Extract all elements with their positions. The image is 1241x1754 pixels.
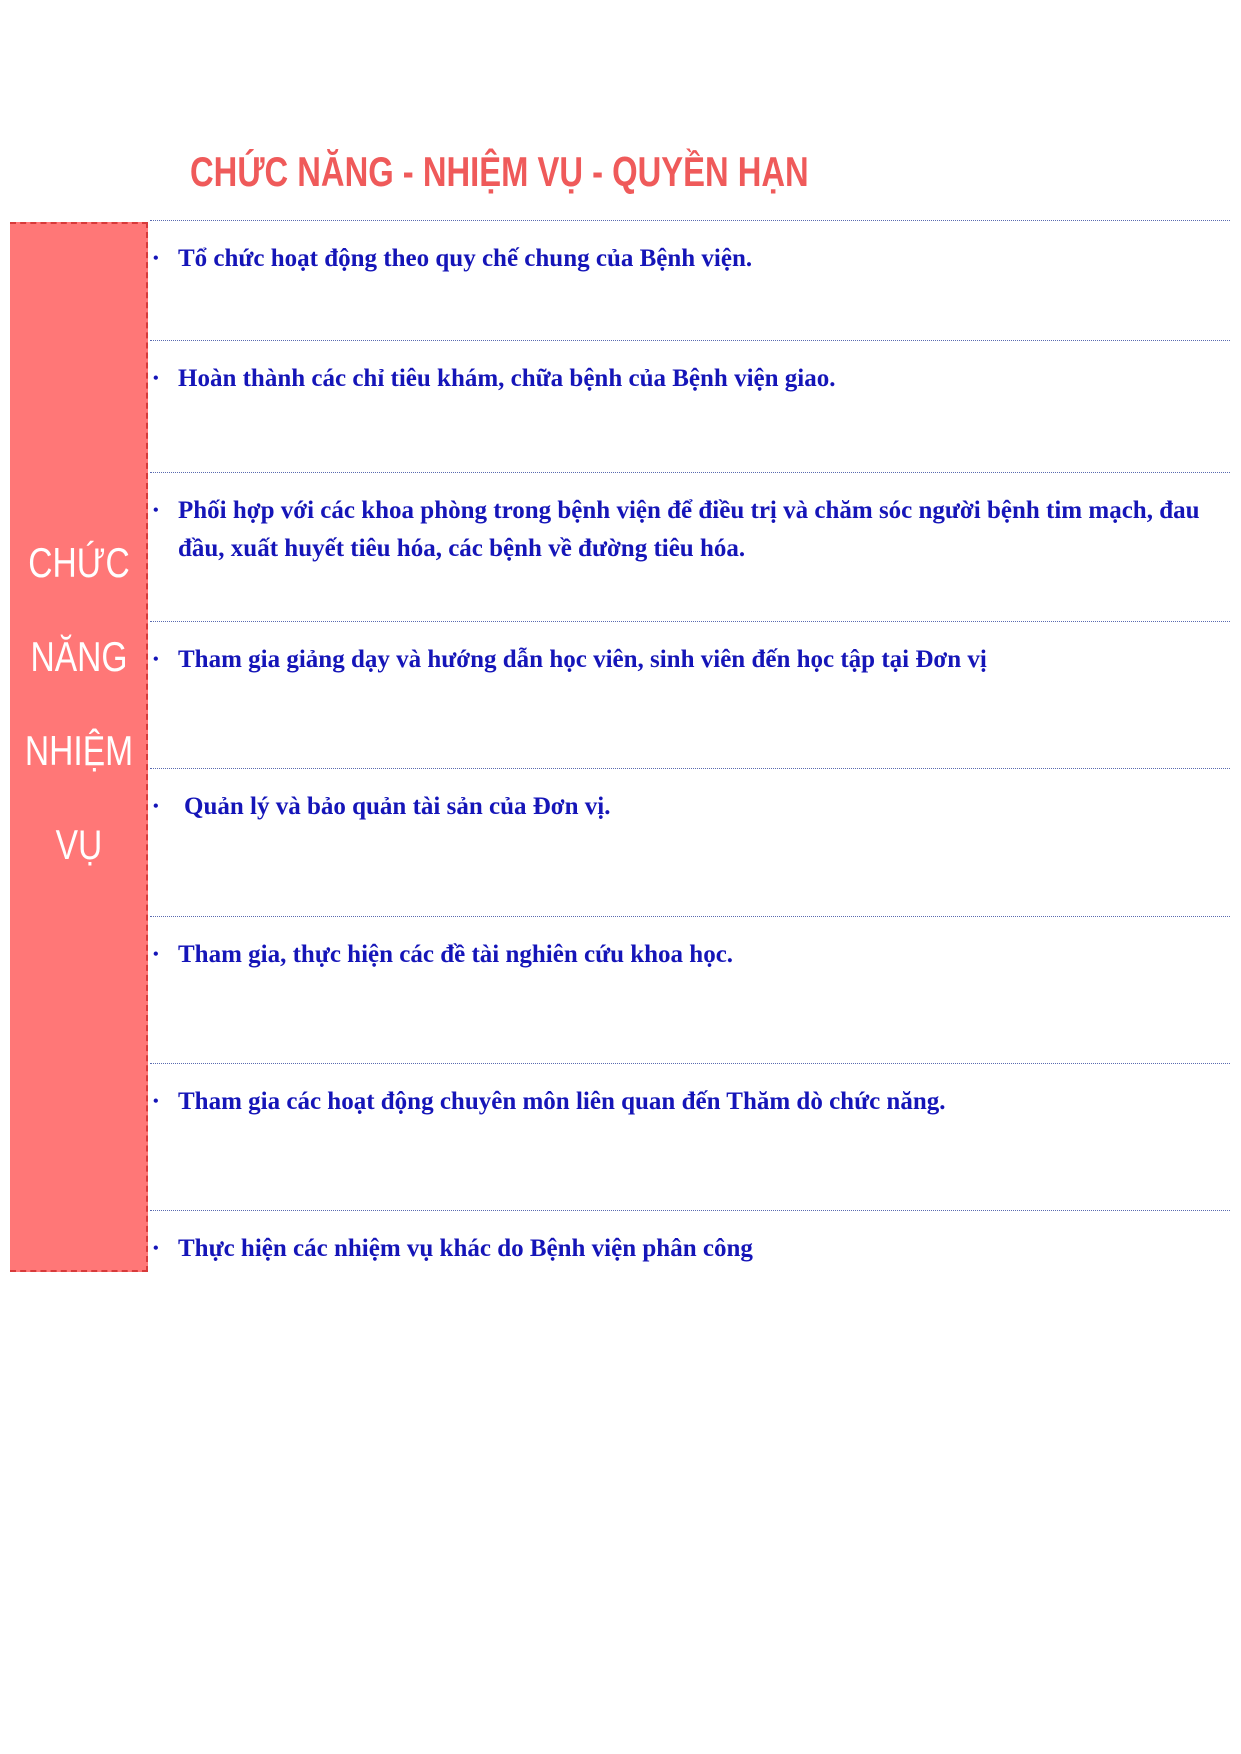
task-text: Tổ chức hoạt động theo quy chế chung của Bệnh viện.: [178, 245, 753, 272]
row-divider: [150, 768, 1230, 769]
bullet-icon: •: [153, 946, 159, 963]
side-label-line: CHỨC: [28, 539, 130, 586]
list-item: [153, 360, 1218, 398]
task-text: Hoàn thành các chỉ tiêu khám, chữa bệnh của Bệnh viện giao.: [178, 365, 836, 392]
side-label-line: NĂNG: [30, 633, 128, 680]
side-panel: [10, 222, 148, 1272]
row-divider: [150, 220, 1230, 221]
list-item: [153, 1230, 1218, 1268]
list-item: [153, 788, 1224, 826]
list-item: [153, 1083, 1218, 1121]
row-divider: [150, 340, 1230, 341]
list-item: [153, 240, 1218, 278]
bullet-icon: •: [153, 1093, 159, 1110]
list-item: [153, 492, 1218, 568]
list-item: [153, 936, 1218, 974]
bullet-icon: •: [153, 502, 159, 519]
row-divider: [150, 1210, 1230, 1211]
task-text: Phối hợp với các khoa phòng trong bệnh viện để điều trị và chăm sóc người bệnh tim mạch, đau đầu, xuất huyết tiêu hóa, các bệnh về đường tiêu hóa.: [178, 497, 1200, 562]
bullet-icon: •: [153, 1240, 159, 1257]
side-label-line: NHIỆM: [24, 727, 134, 774]
task-text: Quản lý và bảo quản tài sản của Đơn vị.: [184, 793, 611, 820]
bullet-icon: •: [153, 250, 159, 267]
task-text: Tham gia các hoạt động chuyên môn liên quan đến Thăm dò chức năng.: [178, 1088, 946, 1115]
row-divider: [150, 1063, 1230, 1064]
bullet-icon: •: [153, 798, 159, 815]
row-divider: [150, 916, 1230, 917]
bullet-icon: •: [153, 370, 159, 387]
task-text: Thực hiện các nhiệm vụ khác do Bệnh viện phân công: [178, 1235, 753, 1262]
row-divider: [150, 621, 1230, 622]
bullet-icon: •: [153, 651, 159, 668]
list-item: [153, 641, 1218, 679]
task-text: Tham gia, thực hiện các đề tài nghiên cứu khoa học.: [178, 941, 734, 968]
side-label-line: VỤ: [55, 821, 103, 868]
task-text: Tham gia giảng dạy và hướng dẫn học viên, sinh viên đến học tập tại Đơn vị: [178, 646, 987, 673]
row-divider: [150, 472, 1230, 473]
page-title: CHỨC NĂNG - NHIỆM VỤ - QUYỀN HẠN: [190, 148, 809, 195]
